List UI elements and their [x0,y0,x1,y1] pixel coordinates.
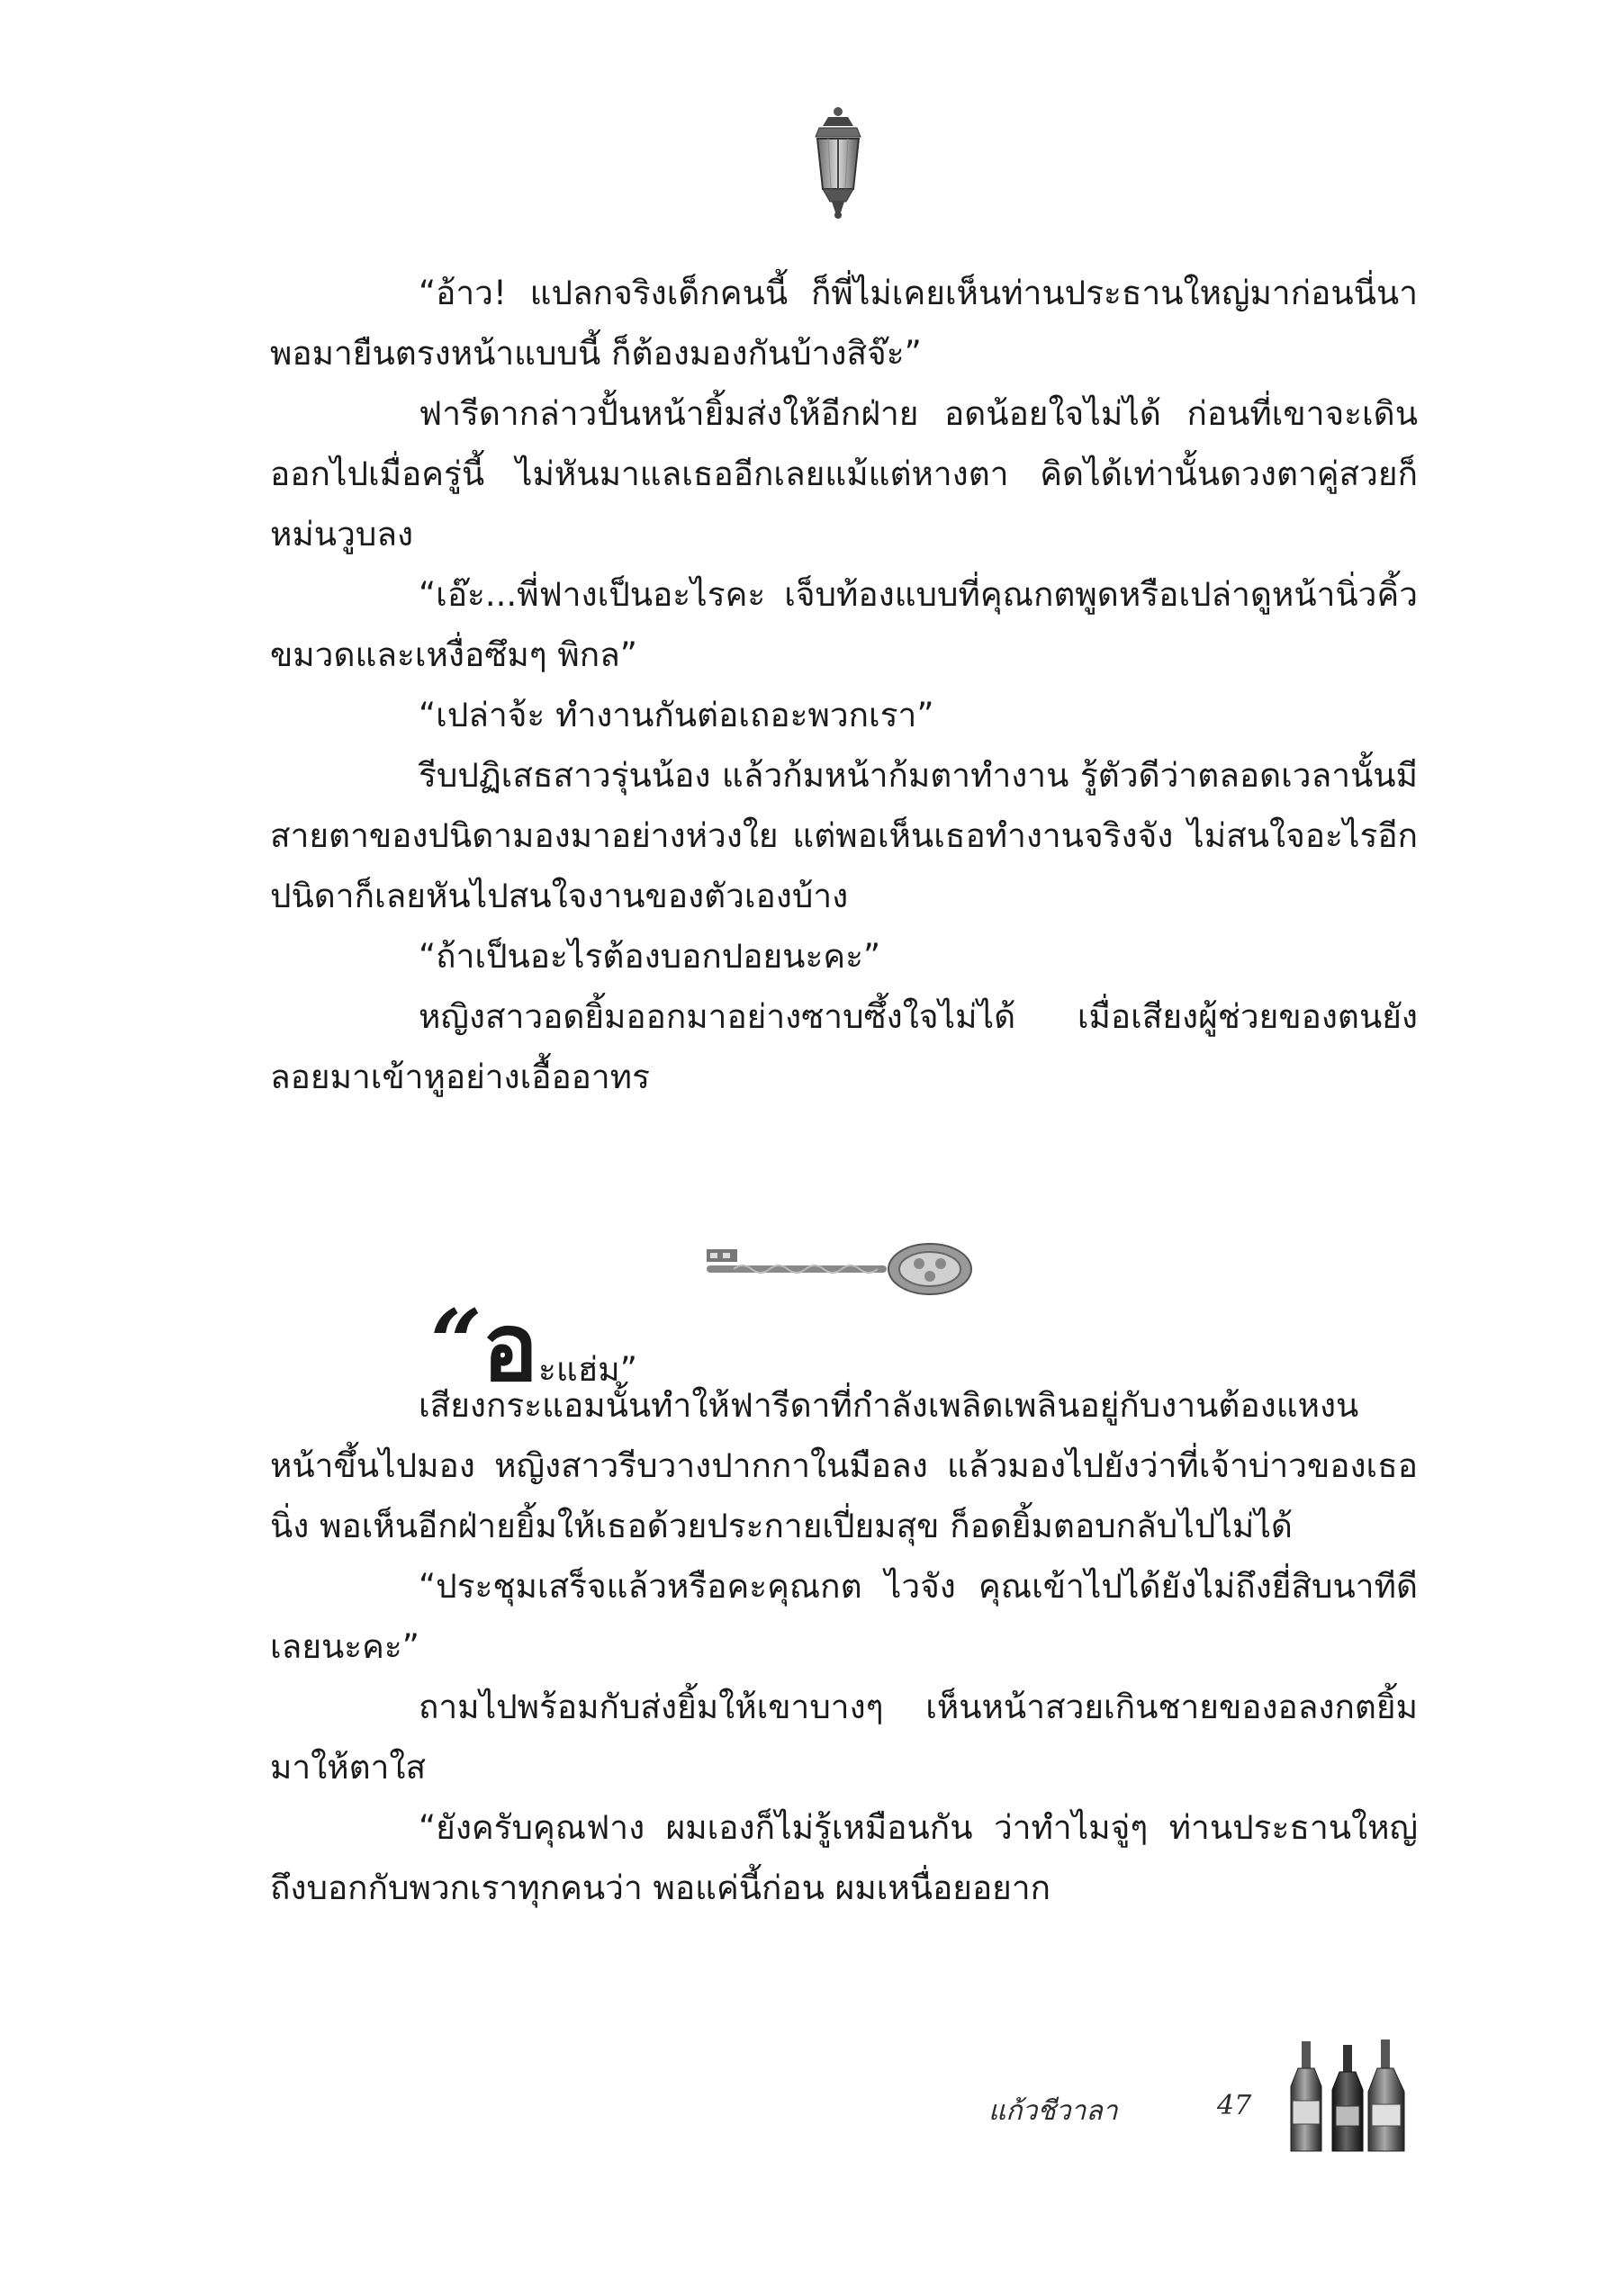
paragraph: “เอ๊ะ...พี่ฟางเป็นอะไรคะ เจ็บท้องแบบที่คุณกตพูดหรือเปล่าดูหน้านิ่วคิ้วขมวดและเหงื่อซึมๆ พิกล” [270,575,1418,674]
text-block-top [270,263,1418,1107]
dropcap-letter: อ [482,1292,538,1402]
paragraph: “ถ้าเป็นอะไรต้องบอกปอยนะคะ” [419,937,881,976]
paragraph: “ประชุมเสร็จแล้วหรือคะคุณกต ไวจัง คุณเข้าไปได้ยังไม่ถึงยี่สิบนาทีดีเลยนะคะ” [270,1567,1418,1666]
paragraph: รีบปฏิเสธสาวรุ่นน้อง แล้วก้มหน้าก้มตาทำงาน รู้ตัวดีว่าตลอดเวลานั้นมีสายตาของปนิดามองมาอย่างห่วงใย แต่พอเห็นเธอทำงานจริงจัง ไม่สนใจอะไรอีก ปนิดาก็เลยหันไปสนใจงานของตัวเองบ้าง [270,756,1418,915]
lantern-ornament-icon [808,106,868,220]
paragraph: ถามไปพร้อมกับส่งยิ้มให้เขาบางๆ เห็นหน้าสวยเกินชายของอลงกตยิ้มมาให้ตาใส [270,1688,1418,1787]
footer-book-title: แก้วชีวาลา [988,2095,1118,2127]
paragraph: เสียงกระแอมนั้นทำให้ฟารีดาที่กำลังเพลิดเพลินอยู่กับงานต้องแหงนหน้าขึ้นไปมอง หญิงสาวรีบวางปากกาในมือลง แล้วมองไปยังว่าที่เจ้าบ่าวของเธอนิ่ง พอเห็นอีกฝ่ายยิ้มให้เธอด้วยประกายเปี่ยมสุข ก็อดยิ้มตอบกลับไปไม่ได้ [270,1386,1418,1545]
bottles-ornament-icon [1285,2036,1413,2155]
key-ornament-icon [698,1235,977,1298]
paragraph: “ยังครับคุณฟาง ผมเองก็ไม่รู้เหมือนกัน ว่าทำไมจู่ๆ ท่านประธานใหญ่ถึงบอกกับพวกเราทุกคนว่า พอแค่นี้ก่อน ผมเหนื่อยอยาก [270,1808,1418,1907]
paragraph: ฟารีดากล่าวปั้นหน้ายิ้มส่งให้อีกฝ่าย อดน้อยใจไม่ได้ ก่อนที่เขาจะเดินออกไปเมื่อครู่นี้ ไม่หันมาแลเธออีกเลยแม้แต่หางตา คิดได้เท่านั้นดวงตาคู่สวยก็หม่นวูบลง [270,394,1418,554]
paragraph: “เปล่าจ้ะ ทำงานกันต่อเถอะพวกเรา” [419,696,934,734]
dropcap-quote: “ [430,1290,482,1396]
paragraph: “อ้าว! แปลกจริงเด็กคนนี้ ก็พี่ไม่เคยเห็นท่านประธานใหญ่มาก่อนนี่นา พอมายืนตรงหน้าแบบนี้ ก็ต้องมองกันบ้างสิจ๊ะ” [270,274,1418,373]
page-number: 47 [1217,2090,1252,2121]
paragraph: หญิงสาวอดยิ้มออกมาอย่างซาบซึ้งใจไม่ได้ เมื่อเสียงผู้ช่วยของตนยังลอยมาเข้าหูอย่างเอื้ออาทร [270,997,1418,1096]
text-block-bottom [270,1375,1418,1918]
dropcap-rest: ะแฮ่ม” [538,1350,637,1389]
